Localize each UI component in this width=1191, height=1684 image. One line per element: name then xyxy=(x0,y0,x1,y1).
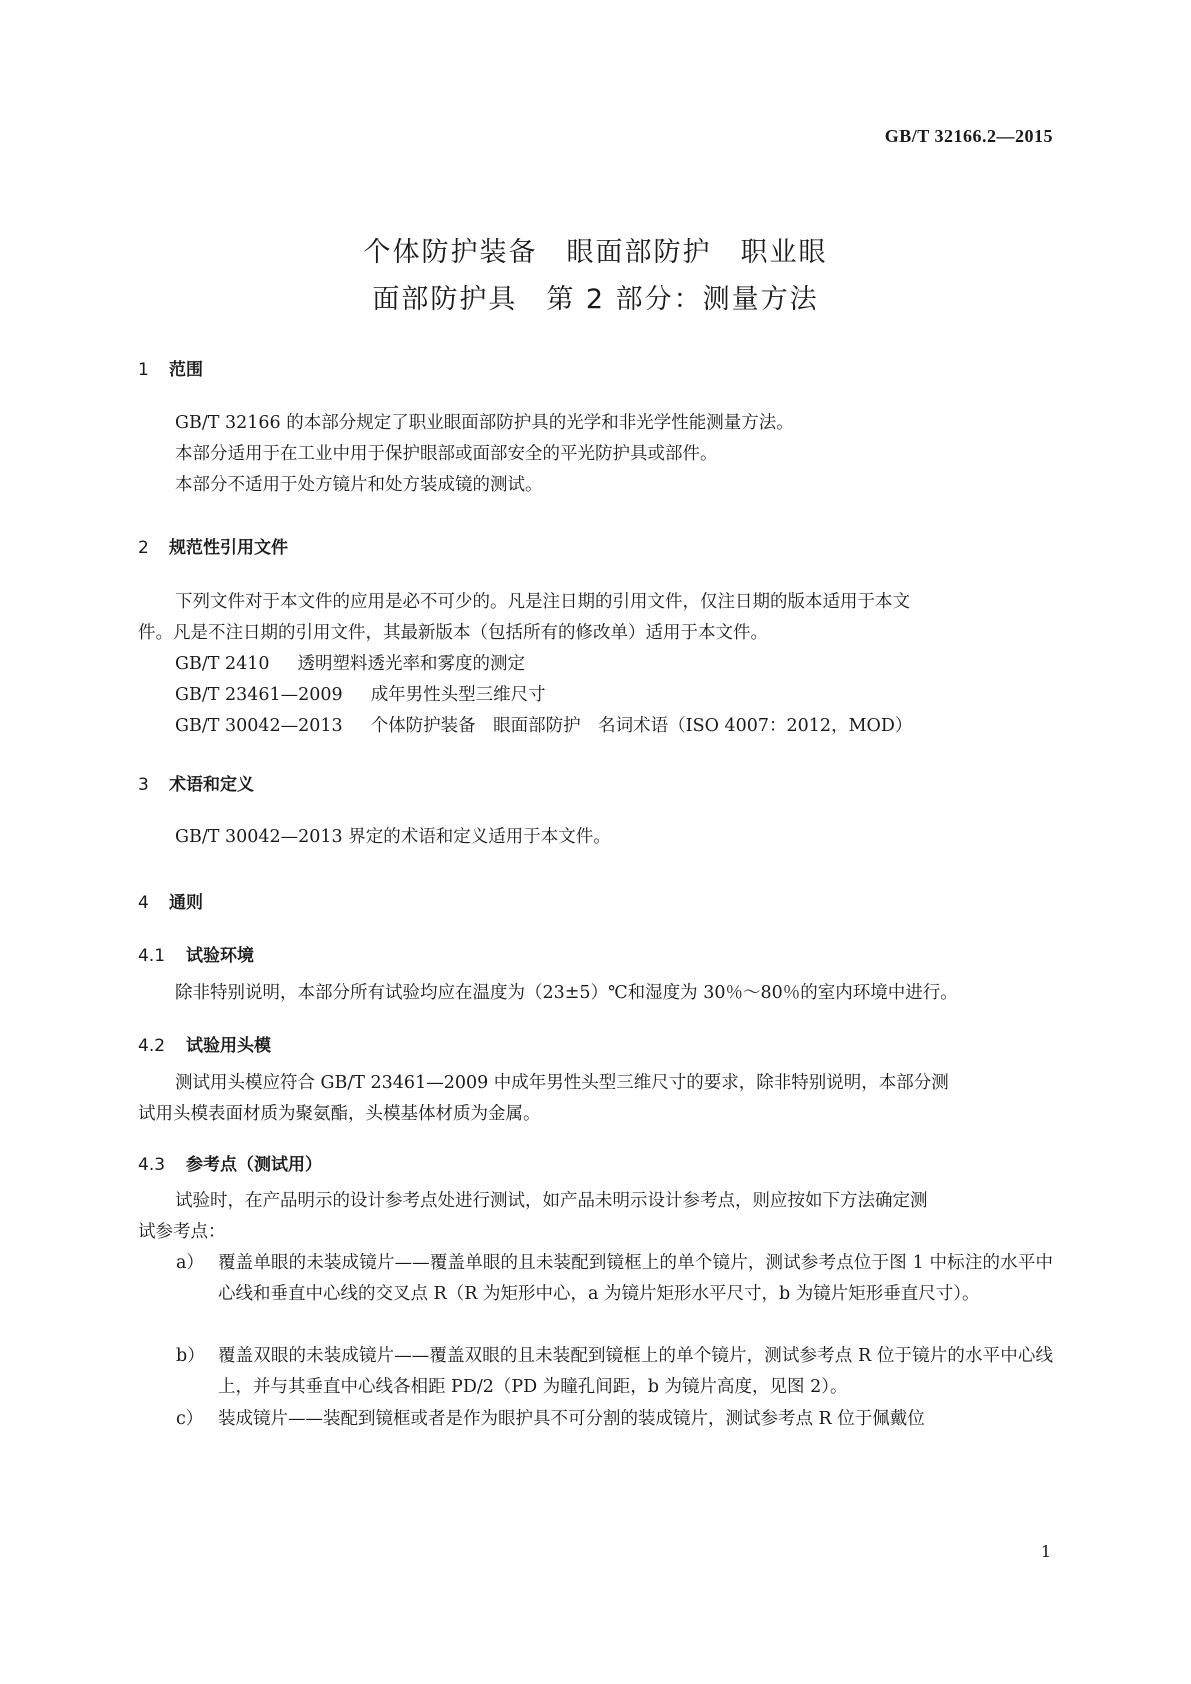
reference-code: GB/T 30042—2013 xyxy=(175,716,343,736)
section-3-heading xyxy=(138,770,254,795)
subsection-4-3-heading xyxy=(138,1150,322,1175)
reference-code: GB/T 2410 xyxy=(175,654,270,674)
standard-number: GB/T 32166.2—2015 xyxy=(884,126,1053,146)
reference-title: 成年男性头型三维尺寸 xyxy=(370,685,546,705)
list-item-text: 覆盖单眼的未装成镜片——覆盖单眼的且未装配到镜框上的单个镜片，测试参考点位于图 1 中标注的水平中心线和垂直中心线的交叉点 R（R 为矩形中心，a 为镜片矩形水平尺寸，b 为镜片矩形垂直尺寸）。 xyxy=(218,1253,1053,1304)
reference-title: 透明塑料透光率和雾度的测定 xyxy=(297,654,526,674)
section-number: 2 xyxy=(138,538,149,558)
paragraph: 本部分不适用于处方镜片和处方装成镜的测试。 xyxy=(175,475,543,495)
paragraph: GB/T 30042—2013 界定的术语和定义适用于本文件。 xyxy=(175,827,611,847)
document-title-line-1: 个体防护装备 眼面部防护 职业眼 xyxy=(363,237,828,268)
list-marker: a） xyxy=(176,1253,204,1273)
section-title: 术语和定义 xyxy=(169,775,254,795)
normative-reference xyxy=(175,712,912,737)
section-title: 规范性引用文件 xyxy=(169,538,288,558)
section-title: 范围 xyxy=(169,360,203,380)
reference-code: GB/T 23461—2009 xyxy=(175,685,343,705)
paragraph: 除非特别说明，本部分所有试验均应在温度为（23±5）℃和湿度为 30％～80％的室内环境中进行。 xyxy=(175,983,958,1003)
section-number: 4 xyxy=(138,893,149,913)
subsection-number: 4.2 xyxy=(138,1036,166,1056)
subsection-4-1-heading xyxy=(138,941,254,966)
document-title-line-2: 面部防护具 第 2 部分：测量方法 xyxy=(372,284,819,315)
page-number: 1 xyxy=(1040,1542,1051,1561)
paragraph-continuation: 试参考点： xyxy=(138,1222,226,1242)
subsection-title: 试验环境 xyxy=(186,946,254,966)
section-2-heading xyxy=(138,533,288,558)
section-number: 1 xyxy=(138,360,149,380)
normative-reference xyxy=(175,681,546,706)
section-1-heading xyxy=(138,355,203,380)
paragraph: 下列文件对于本文件的应用是必不可少的。凡是注日期的引用文件，仅注日期的版本适用于本文 xyxy=(175,592,910,612)
list-item xyxy=(138,1341,1053,1403)
subsection-4-2-heading xyxy=(138,1031,271,1056)
subsection-title: 参考点（测试用） xyxy=(186,1155,322,1175)
paragraph: 测试用头模应符合 GB/T 23461—2009 中成年男性头型三维尺寸的要求，除非特别说明，本部分测 xyxy=(175,1073,949,1093)
list-item xyxy=(138,1248,1053,1310)
section-title: 通则 xyxy=(169,893,203,913)
subsection-number: 4.1 xyxy=(138,946,166,966)
reference-title: 个体防护装备 眼面部防护 名词术语（ISO 4007：2012，MOD） xyxy=(370,716,913,736)
paragraph: 试验时，在产品明示的设计参考点处进行测试，如产品未明示设计参考点，则应按如下方法确定测 xyxy=(175,1191,928,1211)
subsection-number: 4.3 xyxy=(138,1155,166,1175)
list-marker: b） xyxy=(176,1346,205,1366)
subsection-title: 试验用头模 xyxy=(186,1036,271,1056)
section-4-heading xyxy=(138,888,203,913)
section-number: 3 xyxy=(138,775,149,795)
normative-reference xyxy=(175,650,525,675)
list-marker: c） xyxy=(176,1409,204,1429)
list-item-text: 装成镜片——装配到镜框或者是作为眼护具不可分割的装成镜片，测试参考点 R 位于佩戴位 xyxy=(218,1409,925,1429)
paragraph: GB/T 32166 的本部分规定了职业眼面部防护具的光学和非光学性能测量方法。 xyxy=(175,413,794,433)
list-item-text: 覆盖双眼的未装成镜片——覆盖双眼的且未装配到镜框上的单个镜片，测试参考点 R 位于镜片的水平中心线上，并与其垂直中心线各相距 PD/2（PD 为瞳孔间距，b 为镜片高度，见图 2）。 xyxy=(218,1346,1053,1397)
paragraph: 本部分适用于在工业中用于保护眼部或面部安全的平光防护具或部件。 xyxy=(175,444,718,464)
paragraph-continuation: 试用头模表面材质为聚氨酯，头模基体材质为金属。 xyxy=(138,1104,541,1124)
paragraph-continuation: 件。凡是不注日期的引用文件，其最新版本（包括所有的修改单）适用于本文件。 xyxy=(138,623,768,643)
list-item xyxy=(138,1404,1053,1435)
